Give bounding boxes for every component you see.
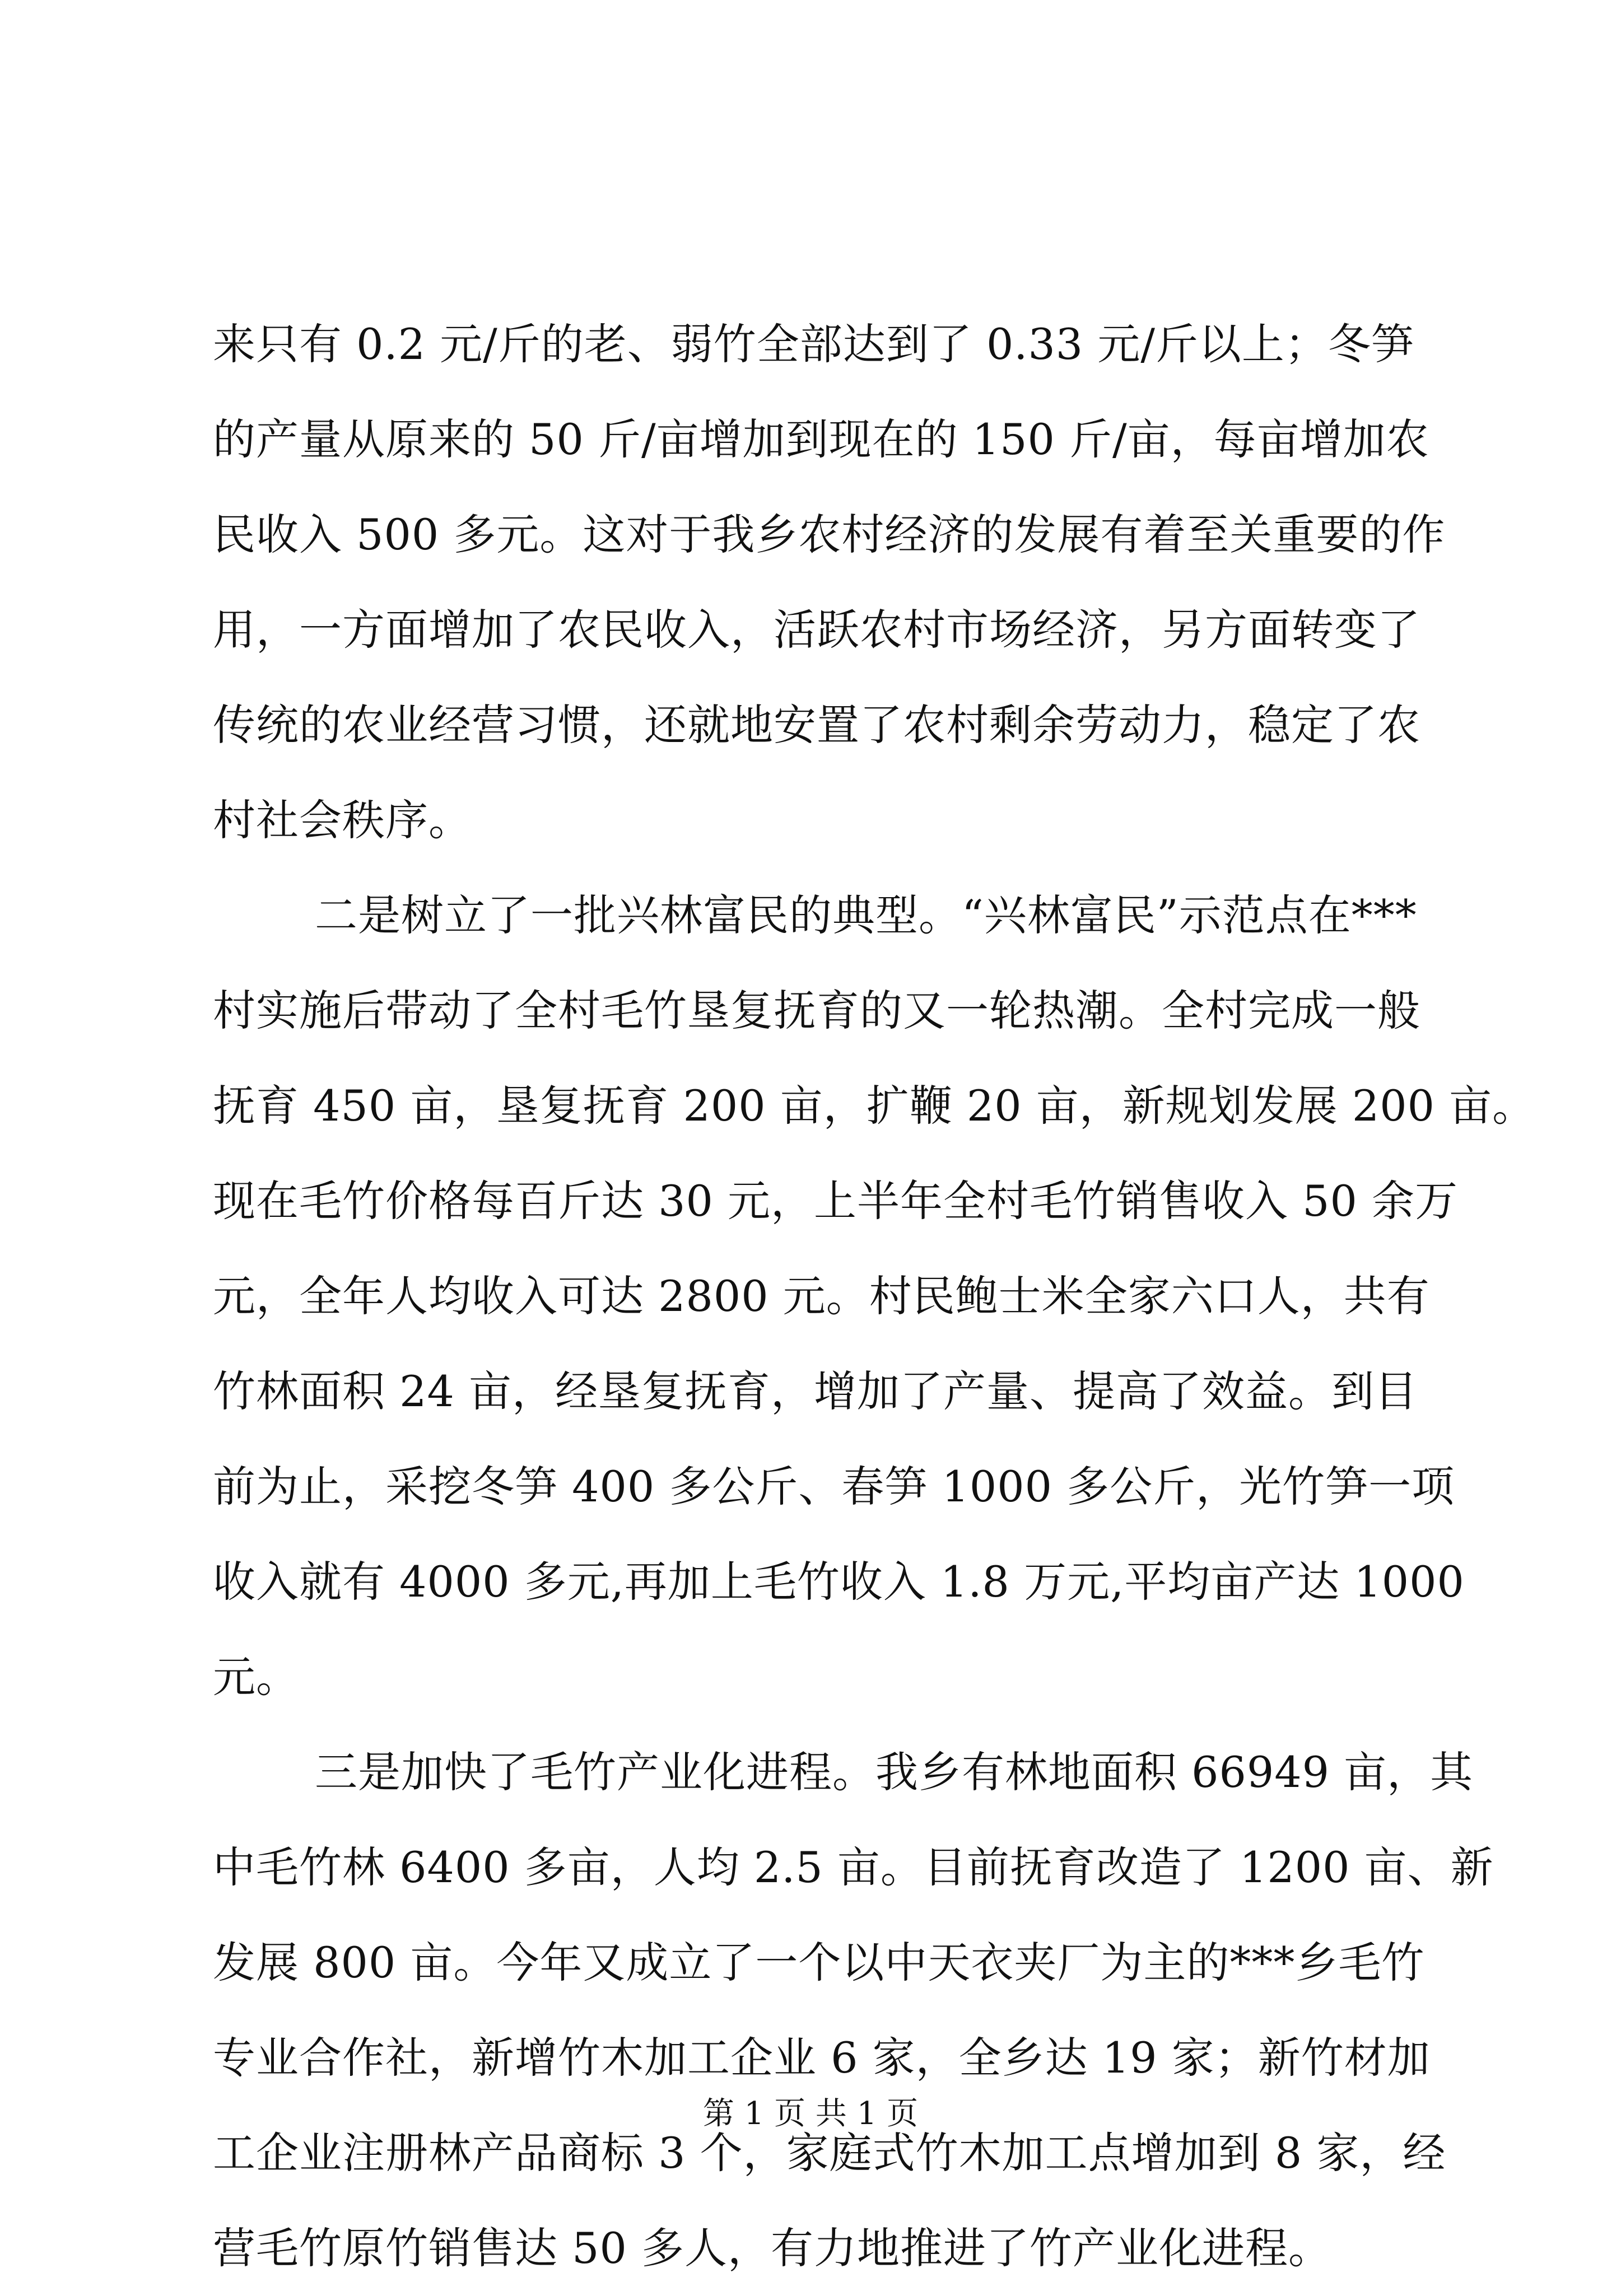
text-line: 中毛竹林 6400 多亩，人均 2.5 亩。目前抚育改造了 1200 亩、新: [213, 1842, 1494, 1892]
text-line: 抚育 450 亩，垦复抚育 200 亩，扩鞭 20 亩，新规划发展 200 亩。: [213, 1081, 1536, 1131]
text-line: 元，全年人均收入可达 2800 元。村民鲍士米全家六口人，共有: [213, 1271, 1430, 1321]
text-line: 民收入 500 多元。这对于我乡农村经济的发展有着至关重要的作: [213, 510, 1446, 559]
paragraph-start-line: 二是树立了一批兴林富民的典型。“兴林富民”示范点在***: [315, 890, 1417, 940]
paragraph-start-line: 三是加快了毛竹产业化进程。我乡有林地面积 66949 亩，其: [315, 1747, 1474, 1797]
text-line: 前为止，采挖冬笋 400 多公斤、春笋 1000 多公斤，光竹笋一项: [213, 1462, 1455, 1511]
text-line: 现在毛竹价格每百斤达 30 元，上半年全村毛竹销售收入 50 余万: [213, 1176, 1459, 1226]
text-line: 发展 800 亩。今年又成立了一个以中天衣夹厂为主的***乡毛竹: [213, 1938, 1425, 1987]
text-line: 用，一方面增加了农民收入，活跃农村市场经济，另方面转变了: [213, 605, 1420, 655]
body-text: [213, 297, 1536, 2296]
text-line: 营毛竹原竹销售达 50 多人，有力地推进了竹产业化进程。: [213, 2223, 1332, 2273]
text-line: 竹林面积 24 亩，经垦复抚育，增加了产量、提高了效益。到目: [213, 1366, 1418, 1416]
text-line: 村社会秩序。: [213, 795, 472, 845]
text-line: 村实施后带动了全村毛竹垦复抚育的又一轮热潮。全村完成一般: [213, 986, 1420, 1035]
text-line: 传统的农业经营习惯，还就地安置了农村剩余劳动力，稳定了农: [213, 700, 1420, 750]
text-line: 的产量从原来的 50 斤/亩增加到现在的 150 斤/亩，每亩增加农: [213, 414, 1429, 464]
page-footer: 第 1 页 共 1 页: [702, 2096, 919, 2132]
text-line: 来只有 0.2 元/斤的老、弱竹全部达到了 0.33 元/斤以上；冬笋: [213, 319, 1414, 369]
text-line: 收入就有 4000 多元,再加上毛竹收入 1.8 万元,平均亩产达 1000: [213, 1557, 1465, 1607]
text-line: 工企业注册林产品商标 3 个，家庭式竹木加工点增加到 8 家，经: [213, 2128, 1446, 2178]
text-line: 专业合作社，新增竹木加工企业 6 家，全乡达 19 家；新竹材加: [213, 2033, 1431, 2083]
text-line: 元。: [213, 1652, 299, 1702]
